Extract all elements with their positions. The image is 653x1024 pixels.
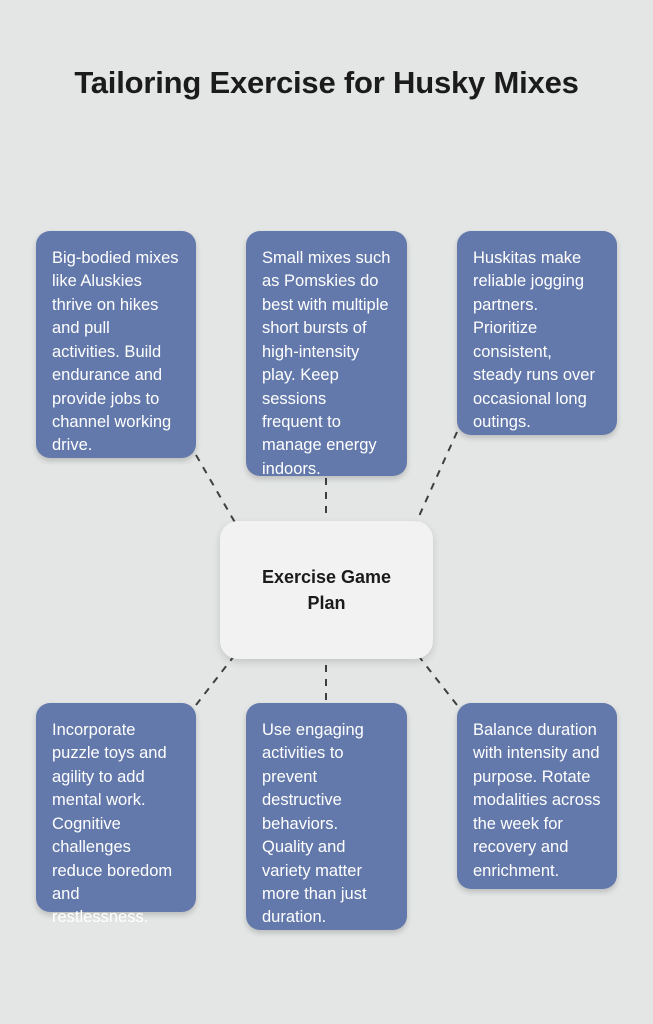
node-bottom-center[interactable]: Use engaging activities to prevent destructive behaviors. Quality and variety matter more than just duration. <box>246 703 407 930</box>
node-top-right[interactable]: Huskitas make reliable jogging partners. Prioritize consistent, steady runs over occasional long outings. <box>457 231 617 435</box>
node-top-center[interactable]: Small mixes such as Pomskies do best with multiple short bursts of high-intensity play. Keep sessions frequent to manage energy indoors. <box>246 231 407 476</box>
node-bottom-left[interactable]: Incorporate puzzle toys and agility to add mental work. Cognitive challenges reduce boredom and restlessness. <box>36 703 196 912</box>
center-node[interactable]: Exercise Game Plan <box>220 521 433 659</box>
node-top-left[interactable]: Big-bodied mixes like Aluskies thrive on hikes and pull activities. Build endurance and provide jobs to channel working drive. <box>36 231 196 458</box>
page-title: Tailoring Exercise for Husky Mixes <box>74 65 579 100</box>
node-bottom-right[interactable]: Balance duration with intensity and purpose. Rotate modalities across the week for recovery and enrichment. <box>457 703 617 889</box>
